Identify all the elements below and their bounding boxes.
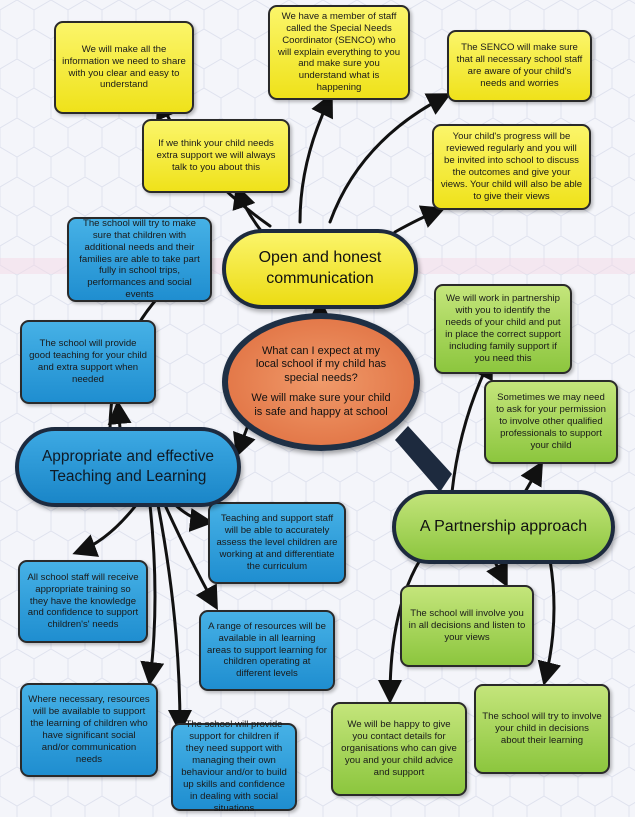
arrow-comm-2: [300, 98, 330, 222]
part-box-identify-needs: We will work in partnership with you to identify the needs of your child and put in place the correct support including family support if you need this: [434, 284, 572, 374]
hub-partnership: [392, 490, 615, 564]
comm-box-progress-reviewed: Your child's progress will be reviewed regularly and you will be invited into school to discuss the outcomes and give your views. Your child will also be able to give their views: [432, 124, 591, 210]
arrow-teach-6: [150, 505, 155, 680]
center-question-text: What can I expect at my local school if my child has special needs?: [255, 344, 387, 385]
arrow-part-5: [545, 560, 554, 680]
center-answer-text: We will make sure your child is safe and happy at school: [251, 391, 391, 418]
hub-partnership-label: A Partnership approach: [419, 518, 588, 535]
arrow-comm-3: [330, 96, 446, 222]
teach-box-staff-training: All school staff will receive appropriate training so they have the knowledge and confidence to support children's' needs: [18, 560, 148, 643]
teach-box-trips-events: The school will try to make sure that children with additional needs and their families are able to take part fully in school trips, performances and social events: [67, 217, 212, 302]
part-box-child-decisions: The school will try to involve your child in decisions about their learning: [474, 684, 610, 774]
hub-communication: [222, 229, 418, 309]
comm-box-clear-information: We will make all the information we need to share with you clear and easy to understand: [54, 21, 194, 114]
hub-teaching: [15, 427, 241, 507]
comm-box-senco-staff-aware: The SENCO will make sure that all necessary school staff are aware of your child's needs and worries: [447, 30, 592, 102]
hub-communication-label: Open and honest communication: [258, 249, 382, 287]
part-box-contact-details: We will be happy to give you contact details for organisations who can give you and your child advice and support: [331, 702, 467, 796]
hub-teaching-label: Appropriate and effective Teaching and Learning: [41, 447, 215, 485]
part-box-permission-professionals: Sometimes we may need to ask for your permission to involve other qualified professionals to support your child: [484, 380, 618, 464]
arrow-comm-5: [395, 210, 440, 232]
teach-box-social-communication: Where necessary, resources will be available to support the learning of children who have significant social and/or communication needs: [20, 683, 158, 777]
arrow-part-3: [495, 562, 505, 582]
arrow-teach-2: [118, 406, 120, 428]
comm-box-senco-explains: We have a member of staff called the Special Needs Coordinator (SENCO) who will explain everything to you and make sure you understand what is happening: [268, 5, 410, 100]
arrow-teach-7: [158, 505, 180, 728]
arrow-teach-4: [78, 500, 140, 552]
arrow-part-2: [525, 466, 540, 492]
teach-box-good-teaching: The school will provide good teaching for your child and extra support when needed: [20, 320, 156, 404]
comm-box-extra-support-talk: If we think your child needs extra support we will always talk to you about this: [142, 119, 290, 193]
part-box-involve-decisions: The school will involve you in all decisions and listen to your views: [400, 585, 534, 667]
teach-box-assess-differentiate: Teaching and support staff will be able to accurately assess the level children are working at and differentiate the curriculum: [208, 502, 346, 584]
center-question: [222, 313, 420, 451]
teach-box-behaviour-support: The school will provide support for children if they need support with managing their own behaviour and/or to build up skills and confidence in dealing with social situations: [171, 723, 297, 811]
pointer-center-partnership: [395, 426, 452, 492]
teach-box-resources-levels: A range of resources will be available in all learning areas to support learning for children operating at different levels: [199, 610, 335, 691]
